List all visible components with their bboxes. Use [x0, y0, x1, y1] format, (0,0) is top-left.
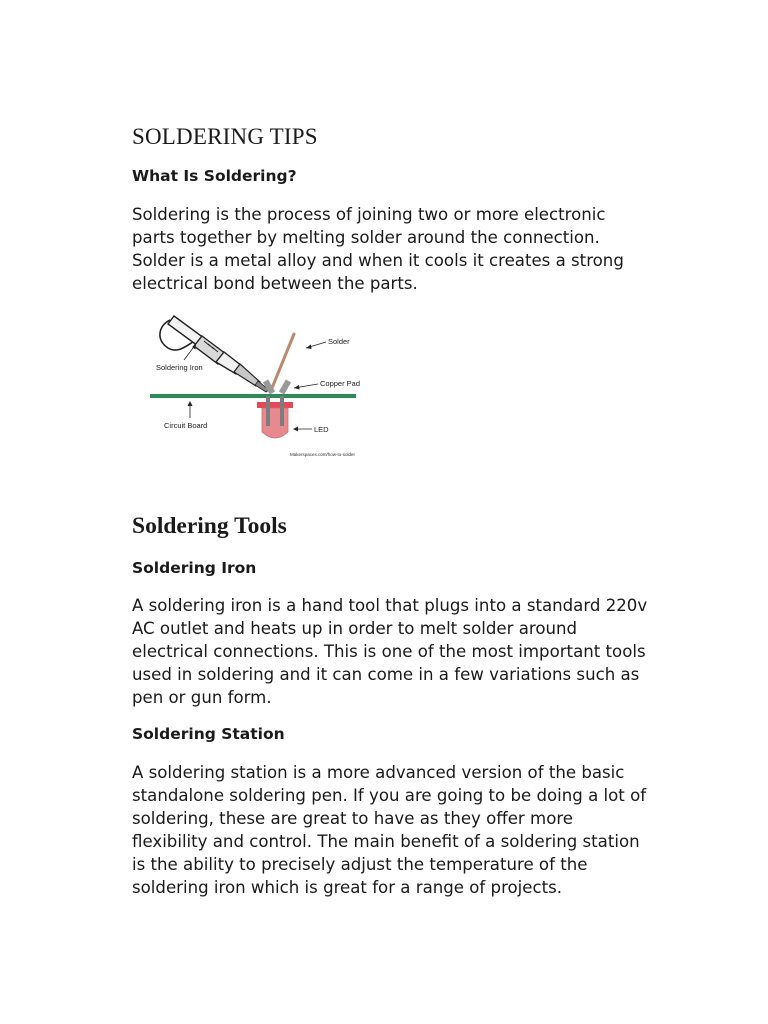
iron-line-5: pen or gun form.	[132, 688, 272, 707]
soldering-iron-heading: Soldering Iron	[132, 559, 257, 577]
iron-line-3: electrical connections. This is one of the most important tools	[132, 642, 646, 661]
station-line-5: is the ability to precisely adjust the temperature of the	[132, 855, 588, 874]
soldering-iron-icon	[168, 316, 269, 392]
intro-paragraph	[132, 203, 652, 295]
station-line-3: soldering, these are great to have as they offer more	[132, 809, 574, 828]
intro-line-4: electrical bond between the parts.	[132, 274, 418, 293]
iron-line-2: AC outlet and heats up in order to melt solder around	[132, 619, 578, 638]
soldering-station-heading: Soldering Station	[132, 725, 285, 743]
station-line-4: flexibility and control. The main benefit of a soldering station	[132, 832, 640, 851]
label-circuit-board: Circuit Board	[164, 421, 208, 430]
label-soldering-iron: Soldering Iron	[156, 363, 203, 372]
copper-pad-right	[279, 379, 291, 394]
tools-section-title: Soldering Tools	[132, 513, 287, 539]
led-icon	[257, 396, 293, 438]
station-line-2: standalone soldering pen. If you are going to be doing a lot of	[132, 786, 647, 805]
iron-line-4: used in soldering and it can come in a few variations such as	[132, 665, 640, 684]
station-line-1: A soldering station is a more advanced version of the basic	[132, 763, 625, 782]
soldering-diagram	[146, 308, 378, 464]
label-copper-pad: Copper Pad	[320, 379, 361, 388]
intro-line-1: Soldering is the process of joining two or more electronic	[132, 205, 606, 224]
station-line-6: soldering iron which is great for a range of projects.	[132, 878, 563, 897]
solder-wire	[272, 334, 294, 388]
label-solder: Solder	[328, 337, 350, 346]
soldering-iron-paragraph	[132, 594, 652, 709]
iron-line-1: A soldering iron is a hand tool that plugs into a standard 220v	[132, 596, 648, 615]
intro-line-3: Solder is a metal alloy and when it cools it creates a strong	[132, 251, 624, 270]
label-led: LED	[314, 425, 329, 434]
intro-heading: What Is Soldering?	[132, 167, 297, 185]
soldering-station-paragraph	[132, 761, 652, 899]
document-title: SOLDERING TIPS	[132, 124, 318, 149]
intro-line-2: parts together by melting solder around the connection.	[132, 228, 600, 247]
figure-credit: Makerspaces.com/how-to-solder	[290, 452, 356, 457]
circuit-board	[150, 394, 356, 398]
